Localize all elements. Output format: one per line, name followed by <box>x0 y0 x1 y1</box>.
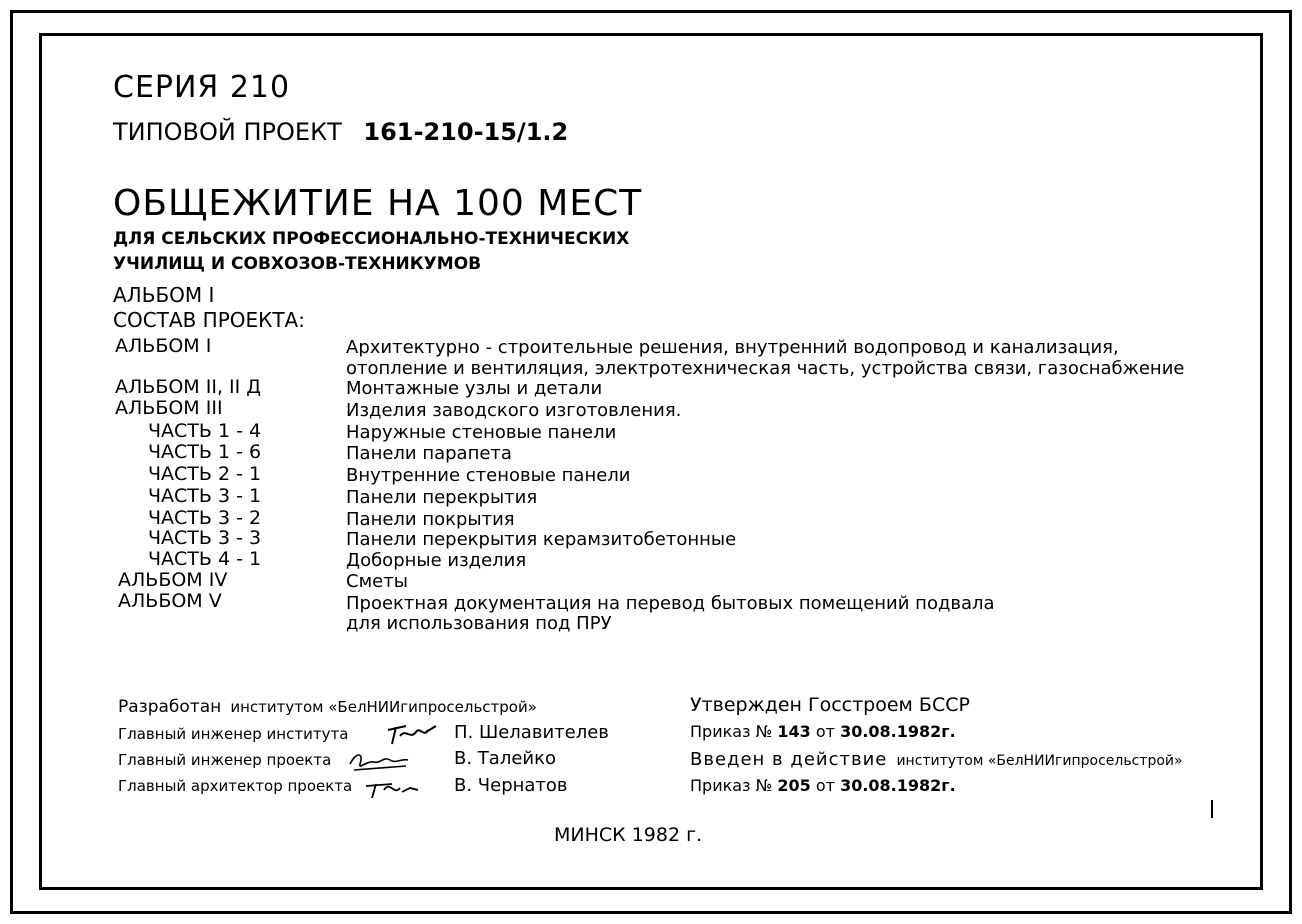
composition-desc: Панели покрытия <box>346 509 515 530</box>
signatory-name: В. Чернатов <box>454 775 568 796</box>
project-line <box>113 120 568 144</box>
composition-desc: Сметы <box>346 571 408 592</box>
order-2-prefix: Приказ № <box>690 776 778 795</box>
composition-desc: Проектная документация на перевод бытовых помещений подвала <box>346 593 995 614</box>
subtitle-line-1: ДЛЯ СЕЛЬСКИХ ПРОФЕССИОНАЛЬНО-ТЕХНИЧЕСКИХ <box>113 229 630 249</box>
order-2-suffix: г. <box>941 776 956 795</box>
introduced-label: Введен в действие <box>690 749 888 770</box>
introduced-line <box>690 751 1183 769</box>
composition-label: ЧАСТЬ 3 - 3 <box>148 527 262 549</box>
composition-desc: Доборные изделия <box>346 550 527 571</box>
signatory-role: Главный инженер института <box>118 725 349 743</box>
composition-label: ЧАСТЬ 2 - 1 <box>148 463 262 485</box>
order-1-date: 30.08.1982 <box>840 722 942 741</box>
composition-desc: Наружные стеновые панели <box>346 422 617 443</box>
order-2 <box>690 778 956 794</box>
composition-desc: Панели парапета <box>346 443 512 464</box>
order-1-number: 143 <box>777 722 811 741</box>
order-1-mid: от <box>810 722 841 741</box>
composition-desc: Монтажные узлы и детали <box>346 378 603 399</box>
project-number: 161-210-15/1.2 <box>363 118 569 146</box>
signature-chernatov <box>362 774 426 802</box>
document-title: ОБЩЕЖИТИЕ НА 100 МЕСТ <box>113 183 643 224</box>
composition-heading: СОСТАВ ПРОЕКТА: <box>113 308 305 332</box>
signatory-role: Главный архитектор проекта <box>118 777 353 795</box>
developed-by: институтом «БелНИИгипросельстрой» <box>230 698 537 716</box>
composition-desc: Панели перекрытия <box>346 487 538 508</box>
composition-label: АЛЬБОМ IV <box>118 569 228 591</box>
margin-mark <box>1211 800 1213 818</box>
signatory-role: Главный инженер проекта <box>118 751 332 769</box>
order-1-prefix: Приказ № <box>690 722 778 741</box>
approved-by: Утвержден Госстроем БССР <box>690 694 970 716</box>
album-label: АЛЬБОМ I <box>113 283 215 307</box>
order-2-mid: от <box>810 776 841 795</box>
composition-label: АЛЬБОМ III <box>115 397 223 419</box>
signature-taleiko <box>346 748 418 774</box>
order-2-number: 205 <box>777 776 811 795</box>
composition-label: ЧАСТЬ 3 - 2 <box>148 507 262 529</box>
developed-line <box>118 699 537 716</box>
composition-label: ЧАСТЬ 1 - 4 <box>148 420 262 442</box>
composition-desc: Изделия заводского изготовления. <box>346 400 682 421</box>
signature-shelavitelev <box>382 718 444 748</box>
composition-label: ЧАСТЬ 3 - 1 <box>148 485 262 507</box>
composition-label: АЛЬБОМ I <box>115 335 212 357</box>
subtitle-line-2: УЧИЛИЩ И СОВХОЗОВ-ТЕХНИКУМОВ <box>113 254 482 274</box>
composition-desc: Архитектурно - строительные решения, внутренний водопровод и канализация, <box>346 337 1119 358</box>
signatory-name: В. Талейко <box>454 748 556 769</box>
introduced-by: институтом «БелНИИгипросельстрой» <box>896 753 1183 769</box>
composition-desc: отопление и вентиляция, электротехническая часть, устройства связи, газоснабжение <box>346 358 1185 379</box>
composition-desc: Внутренние стеновые панели <box>346 465 631 486</box>
city-year: МИНСК 1982 г. <box>554 824 703 846</box>
composition-label: ЧАСТЬ 1 - 6 <box>148 441 262 463</box>
project-label: ТИПОВОЙ ПРОЕКТ <box>113 118 342 146</box>
composition-label: ЧАСТЬ 4 - 1 <box>148 548 262 570</box>
composition-label: АЛЬБОМ II, II Д <box>115 376 262 398</box>
signatory-name: П. Шелавителев <box>454 722 609 743</box>
composition-desc: Панели перекрытия керамзитобетонные <box>346 529 737 550</box>
order-2-date: 30.08.1982 <box>840 776 942 795</box>
series-title: СЕРИЯ 210 <box>113 70 291 105</box>
composition-desc: для использования под ПРУ <box>346 613 612 634</box>
composition-label: АЛЬБОМ V <box>118 590 222 612</box>
developed-label: Разработан <box>118 697 222 717</box>
order-1-suffix: г. <box>941 722 956 741</box>
order-1 <box>690 724 956 740</box>
